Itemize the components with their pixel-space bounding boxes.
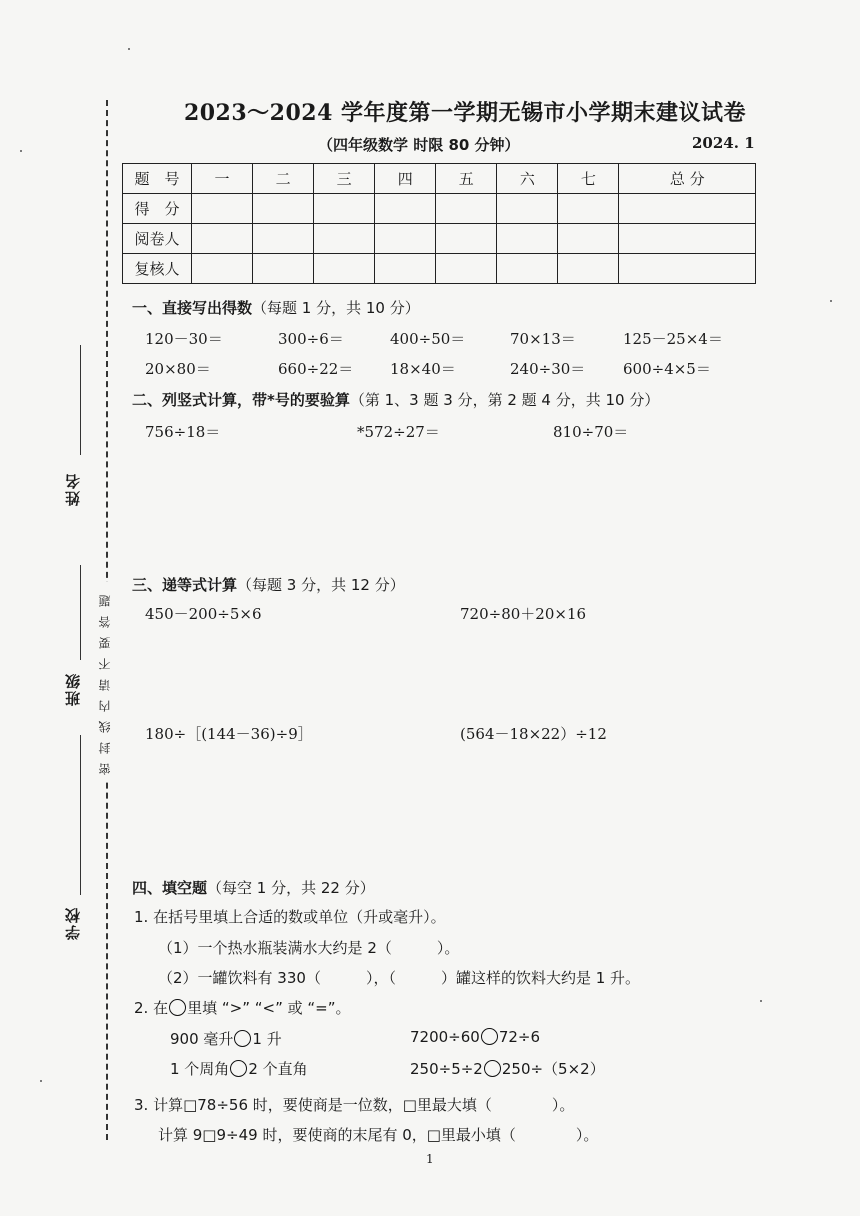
- circle-blank-icon: [169, 999, 186, 1016]
- oral-question: 300÷6＝: [278, 330, 344, 348]
- section-note: （每题 1 分，共 10 分）: [252, 299, 420, 317]
- oral-question: 660÷22＝: [278, 360, 354, 378]
- table-cell: 二: [253, 164, 314, 194]
- score-input-cell[interactable]: [558, 254, 619, 284]
- scan-speck: [128, 48, 130, 50]
- score-input-cell[interactable]: [436, 194, 497, 224]
- score-input-cell[interactable]: [497, 224, 558, 254]
- score-input-cell[interactable]: [375, 194, 436, 224]
- oral-question: 240÷30＝: [510, 360, 586, 378]
- compare-right: 2 个直角: [248, 1060, 308, 1078]
- compare-left: 7200÷60: [410, 1028, 480, 1046]
- table-cell: 七: [558, 164, 619, 194]
- fill-question-1: 1. 在括号里填上合适的数或单位（升或毫升）。: [134, 908, 446, 926]
- section-title: 二、列竖式计算，带*号的要验算: [132, 391, 350, 409]
- score-input-cell[interactable]: [375, 254, 436, 284]
- section-2-heading: [132, 389, 659, 410]
- table-cell: 五: [436, 164, 497, 194]
- school-label: 学校: [64, 906, 82, 940]
- compare-left: 900 毫升: [170, 1030, 234, 1048]
- scan-speck: [830, 300, 832, 302]
- fill-question-2: [134, 997, 351, 1018]
- score-input-cell[interactable]: [619, 254, 756, 284]
- score-input-cell[interactable]: [253, 254, 314, 284]
- table-cell: 四: [375, 164, 436, 194]
- grader-row: [123, 224, 756, 254]
- scan-speck: [40, 1080, 42, 1082]
- compare-item: [410, 1028, 540, 1046]
- compare-item: [170, 1028, 282, 1049]
- section-note: （每空 1 分，共 22 分）: [207, 879, 375, 897]
- vertical-calc-question: 756÷18＝: [145, 423, 221, 441]
- scan-speck: [760, 1000, 762, 1002]
- score-input-cell[interactable]: [619, 224, 756, 254]
- section-title: 四、填空题: [132, 879, 208, 897]
- oral-question: 120－30＝: [145, 330, 223, 348]
- row-label: 复核人: [123, 254, 192, 284]
- score-input-cell[interactable]: [253, 224, 314, 254]
- score-input-cell[interactable]: [314, 254, 375, 284]
- compare-item: [170, 1058, 308, 1079]
- compare-circle-blank[interactable]: [481, 1028, 498, 1045]
- page-number: 1: [426, 1152, 434, 1166]
- compare-right: 1 升: [252, 1030, 282, 1048]
- stepwise-question: 450－200÷5×6: [145, 605, 262, 623]
- compare-left: 250÷5÷2: [410, 1060, 483, 1078]
- fill-question-3b: 计算 9□9÷49 时，要使商的末尾有 0，□里最小填（ ）。: [158, 1126, 599, 1144]
- compare-left: 1 个周角: [170, 1060, 230, 1078]
- class-field-line: [80, 565, 81, 660]
- row-label: 得 分: [123, 194, 192, 224]
- school-field-line: [80, 735, 81, 895]
- oral-question: 600÷4×5＝: [623, 360, 711, 378]
- score-input-cell[interactable]: [314, 194, 375, 224]
- fill-question-1-2: （2）一罐饮料有 330（ ），（ ）罐这样的饮料大约是 1 升。: [158, 969, 641, 987]
- score-input-cell[interactable]: [436, 224, 497, 254]
- score-input-cell[interactable]: [497, 254, 558, 284]
- exam-title: 2023～2024 学年度第一学期无锡市小学期末建议试卷: [183, 100, 747, 126]
- table-cell: 总 分: [619, 164, 756, 194]
- reviewer-row: [123, 254, 756, 284]
- name-label: 姓名: [64, 472, 82, 506]
- score-input-cell[interactable]: [558, 224, 619, 254]
- oral-question: 70×13＝: [510, 330, 576, 348]
- exam-date: 2024. 1: [692, 134, 755, 152]
- compare-right: 72÷6: [498, 1028, 541, 1046]
- score-row: [123, 194, 756, 224]
- section-title: 三、递等式计算: [132, 576, 238, 594]
- oral-question: 20×80＝: [145, 360, 211, 378]
- seal-line-notice: 密封线内请不要答题: [96, 582, 113, 779]
- table-cell: 三: [314, 164, 375, 194]
- stepwise-question: 180÷［(144－36)÷9］: [145, 725, 313, 743]
- score-input-cell[interactable]: [436, 254, 497, 284]
- section-1-heading: [132, 297, 420, 318]
- score-input-cell[interactable]: [192, 194, 253, 224]
- exam-subtitle: （四年级数学 时限 80 分钟）: [318, 136, 520, 154]
- table-cell: 一: [192, 164, 253, 194]
- compare-circle-blank[interactable]: [230, 1060, 247, 1077]
- table-cell: 题 号: [123, 164, 192, 194]
- section-note: （每题 3 分，共 12 分）: [237, 576, 405, 594]
- score-input-cell[interactable]: [497, 194, 558, 224]
- stepwise-question: (564－18×22）÷12: [460, 725, 607, 743]
- oral-question: 18×40＝: [390, 360, 456, 378]
- class-label: 班级: [64, 672, 82, 706]
- compare-circle-blank[interactable]: [234, 1030, 251, 1047]
- compare-right: 250÷（5×2）: [501, 1060, 605, 1078]
- section-3-heading: [132, 574, 405, 595]
- scan-speck: [20, 150, 22, 152]
- score-input-cell[interactable]: [192, 224, 253, 254]
- oral-question: 125－25×4＝: [623, 330, 723, 348]
- vertical-calc-question: *572÷27＝: [357, 423, 440, 441]
- score-table-header-row: [123, 164, 756, 194]
- score-input-cell[interactable]: [558, 194, 619, 224]
- name-field-line: [80, 345, 81, 455]
- question-text: 2. 在: [134, 999, 169, 1017]
- section-note: （第 1、3 题 3 分，第 2 题 4 分，共 10 分）: [349, 391, 660, 409]
- score-input-cell[interactable]: [192, 254, 253, 284]
- score-table: [122, 163, 756, 284]
- score-input-cell[interactable]: [619, 194, 756, 224]
- table-cell: 六: [497, 164, 558, 194]
- stepwise-question: 720÷80＋20×16: [460, 605, 587, 623]
- section-4-heading: [132, 877, 375, 898]
- fill-question-1-1: （1）一个热水瓶装满水大约是 2（ ）。: [158, 939, 460, 957]
- compare-circle-blank[interactable]: [484, 1060, 501, 1077]
- row-label: 阅卷人: [123, 224, 192, 254]
- question-text: 里填 “>” “<” 或 “=”。: [187, 999, 351, 1017]
- compare-item: [410, 1058, 605, 1079]
- score-input-cell[interactable]: [375, 224, 436, 254]
- fill-question-3a: 3. 计算□78÷56 时，要使商是一位数，□里最大填（ ）。: [134, 1096, 575, 1114]
- score-input-cell[interactable]: [253, 194, 314, 224]
- section-title: 一、直接写出得数: [132, 299, 253, 317]
- oral-question: 400÷50＝: [390, 330, 466, 348]
- score-input-cell[interactable]: [314, 224, 375, 254]
- vertical-calc-question: 810÷70＝: [553, 423, 629, 441]
